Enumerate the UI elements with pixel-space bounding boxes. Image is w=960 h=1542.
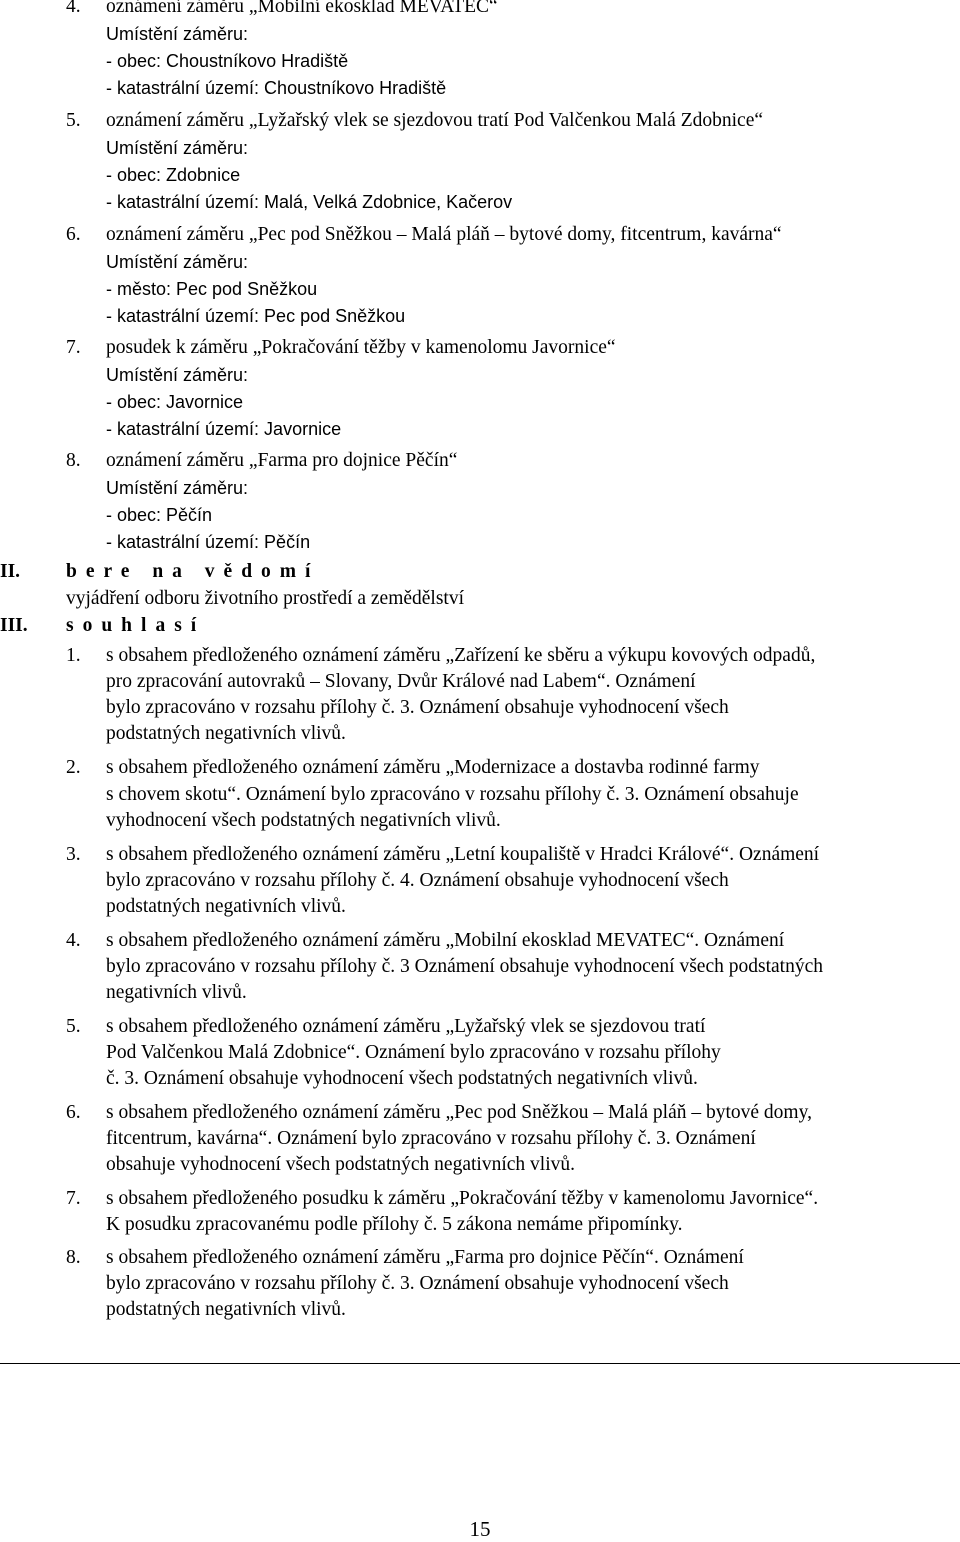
page-number: 15	[469, 1517, 491, 1541]
item-line: s chovem skotu“. Oznámení bylo zpracováno v rozsahu přílohy č. 3. Oznámení obsahuje	[106, 784, 799, 805]
cadastral-area: - katastrální území: Malá, Velká Zdobnice, Kačerov	[106, 192, 513, 212]
location-label: Umístění záměru:	[106, 252, 249, 272]
municipality: - obec: Pěčín	[106, 505, 213, 525]
cadastral-area: - katastrální území: Javornice	[106, 419, 342, 439]
item-line: bylo zpracováno v rozsahu přílohy č. 3. Oznámení obsahuje vyhodnocení všech	[106, 697, 729, 718]
item-line: s obsahem předloženého oznámení záměru „Mobilní ekosklad MEVATEC“. Oznámení	[106, 930, 785, 951]
item-line: Pod Valčenkou Malá Zdobnice“. Oznámení bylo zpracováno v rozsahu přílohy	[106, 1042, 721, 1063]
item-number: 6.	[66, 1102, 81, 1123]
item-line: s obsahem předloženého oznámení záměru „Farma pro dojnice Pěčín“. Oznámení	[106, 1247, 744, 1268]
section-heading: bere na vědomí	[66, 561, 320, 582]
cadastral-area: - katastrální území: Pec pod Sněžkou	[106, 306, 406, 326]
item-line: s obsahem předloženého oznámení záměru „Letní koupaliště v Hradci Králové“. Oznámení	[106, 844, 820, 865]
item-number: 4.	[66, 0, 81, 17]
item-number: 6.	[66, 224, 81, 245]
item-line: s obsahem předloženého oznámení záměru „Modernizace a dostavba rodinné farmy	[106, 757, 760, 778]
item-line: podstatných negativních vlivů.	[106, 723, 346, 744]
item-title: oznámení záměru „Pec pod Sněžkou – Malá pláň – bytové domy, fitcentrum, kavárna“	[106, 224, 782, 245]
cadastral-area: - katastrální území: Choustníkovo Hradiště	[106, 78, 447, 98]
item-number: 1.	[66, 645, 81, 666]
item-line: fitcentrum, kavárna“. Oznámení bylo zpracováno v rozsahu přílohy č. 3. Oznámení	[106, 1128, 756, 1149]
section-text: vyjádření odboru životního prostředí a zemědělství	[66, 588, 465, 609]
item-line: bylo zpracováno v rozsahu přílohy č. 4. Oznámení obsahuje vyhodnocení všech	[106, 870, 729, 891]
item-number: 7.	[66, 1188, 81, 1209]
location-label: Umístění záměru:	[106, 24, 249, 44]
item-number: 2.	[66, 757, 81, 778]
item-number: 5.	[66, 110, 81, 131]
item-line: s obsahem předloženého posudku k záměru „Pokračování těžby v kamenolomu Javornice“.	[106, 1188, 819, 1209]
item-line: bylo zpracováno v rozsahu přílohy č. 3 Oznámení obsahuje vyhodnocení všech podstatných	[106, 956, 823, 977]
item-title: oznámení záměru „Mobilní ekosklad MEVATEC“	[106, 0, 498, 17]
item-number: 8.	[66, 1247, 81, 1268]
item-line: negativních vlivů.	[106, 982, 247, 1003]
municipality: - obec: Zdobnice	[106, 165, 241, 185]
location-label: Umístění záměru:	[106, 365, 249, 385]
item-line: podstatných negativních vlivů.	[106, 1299, 346, 1320]
item-number: 5.	[66, 1016, 81, 1037]
location-label: Umístění záměru:	[106, 478, 249, 498]
footer-divider	[0, 1363, 960, 1364]
item-number: 7.	[66, 337, 81, 358]
item-line: s obsahem předloženého oznámení záměru „Zařízení ke sběru a výkupu kovových odpadů,	[106, 645, 816, 666]
cadastral-area: - katastrální území: Pěčín	[106, 532, 311, 552]
item-line: vyhodnocení všech podstatných negativních vlivů.	[106, 810, 501, 831]
item-line: s obsahem předloženého oznámení záměru „Lyžařský vlek se sjezdovou tratí	[106, 1016, 706, 1037]
item-title: posudek k záměru „Pokračování těžby v kamenolomu Javornice“	[106, 337, 616, 358]
item-number: 3.	[66, 844, 81, 865]
location-label: Umístění záměru:	[106, 138, 249, 158]
municipality: - obec: Javornice	[106, 392, 244, 412]
item-line: K posudku zpracovanému podle přílohy č. 5 zákona nemáme připomínky.	[106, 1214, 683, 1235]
municipality: - město: Pec pod Sněžkou	[106, 279, 318, 299]
item-number: 4.	[66, 930, 81, 951]
item-line: č. 3. Oznámení obsahuje vyhodnocení všech podstatných negativních vlivů.	[106, 1068, 698, 1089]
municipality: - obec: Choustníkovo Hradiště	[106, 51, 349, 71]
section-numeral: II.	[0, 561, 21, 582]
item-title: oznámení záměru „Lyžařský vlek se sjezdovou tratí Pod Valčenkou Malá Zdobnice“	[106, 110, 764, 131]
item-line: obsahuje vyhodnocení všech podstatných negativních vlivů.	[106, 1154, 575, 1175]
section-heading: souhlasí	[66, 615, 206, 636]
item-number: 8.	[66, 450, 81, 471]
item-line: s obsahem předloženého oznámení záměru „Pec pod Sněžkou – Malá pláň – bytové domy,	[106, 1102, 812, 1123]
section-numeral: III.	[0, 615, 28, 636]
item-title: oznámení záměru „Farma pro dojnice Pěčín“	[106, 450, 458, 471]
item-line: pro zpracování autovraků – Slovany, Dvůr Králové nad Labem“. Oznámení	[106, 671, 696, 692]
item-line: podstatných negativních vlivů.	[106, 896, 346, 917]
item-line: bylo zpracováno v rozsahu přílohy č. 3. Oznámení obsahuje vyhodnocení všech	[106, 1273, 729, 1294]
